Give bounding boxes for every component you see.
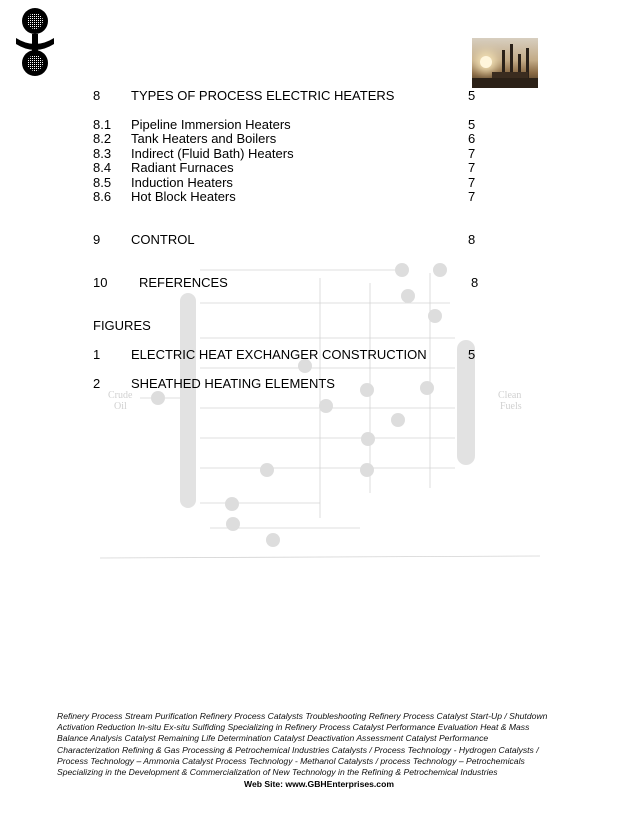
footer-line: Process Technology – Ammonia Catalyst Process Technology - Methanol Catalysts / process Technology – Petrochemicals bbox=[57, 755, 525, 766]
toc-title: Tank Heaters and Boilers bbox=[131, 131, 277, 146]
toc-title: Induction Heaters bbox=[131, 175, 233, 190]
toc-number: 8.1 bbox=[93, 117, 112, 132]
toc-entry[interactable] bbox=[0, 131, 638, 147]
toc-title: Pipeline Immersion Heaters bbox=[131, 117, 291, 132]
toc-page: 7 bbox=[468, 175, 476, 190]
refinery-photo bbox=[472, 38, 538, 88]
figure-title: SHEATHED HEATING ELEMENTS bbox=[131, 376, 335, 391]
figure-title: ELECTRIC HEAT EXCHANGER CONSTRUCTION bbox=[131, 347, 427, 362]
toc-entry[interactable] bbox=[0, 160, 638, 176]
toc-title: TYPES OF PROCESS ELECTRIC HEATERS bbox=[131, 88, 395, 103]
footer-line: Refinery Process Stream Purification Refinery Process Catalysts Troubleshooting Refinery Process Catalyst Start-Up / Shutdown bbox=[57, 711, 548, 721]
toc-page: 8 bbox=[471, 275, 479, 290]
toc-page: 5 bbox=[468, 117, 476, 132]
footer-services-text bbox=[57, 711, 557, 778]
toc-number: 10 bbox=[93, 275, 108, 290]
website-link[interactable]: Web Site: www.GBHEnterprises.com bbox=[244, 779, 394, 789]
toc-entry[interactable] bbox=[0, 232, 638, 248]
toc-title: Indirect (Fluid Bath) Heaters bbox=[131, 146, 294, 161]
toc-page: 5 bbox=[468, 88, 476, 103]
toc-entry[interactable] bbox=[0, 275, 638, 291]
toc-number: 9 bbox=[93, 232, 101, 247]
figure-entry[interactable] bbox=[0, 347, 638, 363]
toc-number: 8.2 bbox=[93, 131, 112, 146]
toc-entry[interactable] bbox=[0, 189, 638, 205]
company-logo bbox=[12, 6, 58, 78]
toc-title: Radiant Furnaces bbox=[131, 160, 234, 175]
figure-entry[interactable] bbox=[0, 376, 638, 392]
toc-number: 8 bbox=[93, 88, 101, 103]
footer-line: Activation Reduction In-situ Ex-situ Sulfiding Specializing in Refinery Process Catalyst Performance Evaluation Heat & Mass bbox=[57, 722, 530, 733]
watermark-product-label-2: Fuels bbox=[500, 401, 522, 412]
watermark-feed-label-1: Crude bbox=[108, 390, 133, 401]
toc-title: CONTROL bbox=[131, 232, 195, 247]
watermark-product-label-1: Clean bbox=[498, 390, 522, 401]
watermark-feed-label-2: Oil bbox=[114, 401, 127, 412]
toc-number: 8.3 bbox=[93, 146, 112, 161]
toc-entry[interactable] bbox=[0, 88, 638, 104]
toc-page: 7 bbox=[468, 160, 476, 175]
footer-line: Balance Analysis Catalyst Remaining Life Determination Catalyst Deactivation Assessment Catalyst Performance bbox=[57, 733, 489, 744]
toc-page: 6 bbox=[468, 131, 476, 146]
toc-title: REFERENCES bbox=[139, 275, 228, 290]
figure-number: 1 bbox=[93, 347, 101, 362]
figures-heading: FIGURES bbox=[93, 318, 151, 333]
toc-number: 8.6 bbox=[93, 189, 112, 204]
process-flow-watermark bbox=[100, 258, 545, 563]
figure-page: 5 bbox=[468, 347, 476, 362]
toc-number: 8.4 bbox=[93, 160, 112, 175]
footer-line: Characterization Refining & Gas Processing & Petrochemical Industries Catalysts / Process Technology - Hydrogen Catalysts / bbox=[57, 744, 539, 755]
toc-page: 7 bbox=[468, 189, 476, 204]
footer-line: Specializing in the Development & Commercialization of New Technology in the Refining & Petrochemical Industries bbox=[57, 767, 498, 778]
toc-number: 8.5 bbox=[93, 175, 112, 190]
toc-page: 8 bbox=[468, 232, 476, 247]
figure-number: 2 bbox=[93, 376, 101, 391]
toc-title: Hot Block Heaters bbox=[131, 189, 236, 204]
toc-page: 7 bbox=[468, 146, 476, 161]
